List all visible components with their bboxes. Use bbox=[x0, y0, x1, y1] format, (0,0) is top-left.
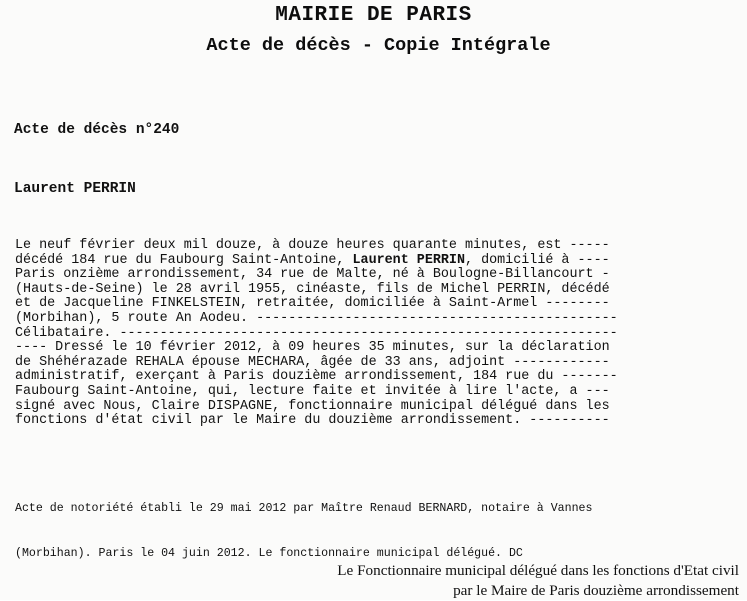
signature-line: par le Maire de Paris douzième arrondissement bbox=[453, 582, 739, 599]
act-body-text: ---- Dressé le 10 février 2012, à 09 heures 35 minutes, sur la déclaration bbox=[15, 340, 610, 356]
act-body-text: Le neuf février deux mil douze, à douze heures quarante minutes, est ----- bbox=[15, 238, 610, 253]
act-body-line bbox=[15, 385, 735, 400]
act-body-line bbox=[15, 400, 735, 415]
act-body-text: Faubourg Saint-Antoine, qui, lecture faite et invitée à lire l'acte, a --- bbox=[15, 383, 610, 399]
act-body-text: signé avec Nous, Claire DISPAGNE, fonctionnaire municipal délégué dans les bbox=[15, 398, 610, 414]
act-body-text: de Shéhérazade REHALA épouse MECHARA, âgée de 33 ans, adjoint ------------ bbox=[15, 354, 610, 370]
act-body-text: fonctions d'état civil par le Maire du douzième arrondissement. ---------- bbox=[15, 413, 610, 429]
act-body-text: Paris onzième arrondissement, 34 rue de Malte, né à Boulogne-Billancourt - bbox=[15, 267, 610, 283]
notoriety-line: Acte de notoriété établi le 29 mai 2012 par Maître Renaud BERNARD, notaire à Vannes bbox=[15, 502, 593, 515]
act-body-text: Célibataire. -------------------------------------------------------------- bbox=[15, 325, 618, 341]
deceased-name: Laurent PERRIN bbox=[14, 181, 136, 197]
act-number: Acte de décès n°240 bbox=[14, 122, 180, 138]
act-body-line bbox=[15, 356, 735, 371]
act-body-text: décédé 184 rue du Faubourg Saint-Antoine, bbox=[15, 252, 353, 268]
act-body-text: (Morbihan), 5 route An Aodeu. --------------------------------------------- bbox=[15, 310, 618, 326]
act-body-line bbox=[15, 254, 735, 269]
act-body-line bbox=[15, 268, 735, 283]
act-body-text: et de Jacqueline FINKELSTEIN, retraitée, domiciliée à Saint-Armel -------- bbox=[15, 296, 610, 312]
act-body-line bbox=[15, 283, 735, 298]
signature-line: Le Fonctionnaire municipal délégué dans les fonctions d'Etat civil bbox=[337, 562, 739, 579]
act-body-text: (Hauts-de-Seine) le 28 avril 1955, cinéaste, fils de Michel PERRIN, décédé bbox=[15, 281, 610, 297]
act-body-text: administratif, exerçant à Paris douzième arrondissement, 184 rue du ------- bbox=[15, 369, 618, 385]
page-title: MAIRIE DE PARIS bbox=[275, 4, 472, 27]
signature-block bbox=[337, 561, 739, 601]
act-body-line bbox=[15, 370, 735, 385]
act-body bbox=[15, 239, 735, 429]
notoriety-line: (Morbihan). Paris le 04 juin 2012. Le fonctionnaire municipal délégué. DC bbox=[15, 547, 523, 560]
act-body-name-emphasis: Laurent PERRIN bbox=[352, 252, 465, 268]
act-body-line bbox=[15, 239, 735, 254]
act-body-text: , domicilié à ---- bbox=[465, 252, 610, 268]
act-body-line bbox=[15, 297, 735, 312]
act-body-line bbox=[15, 414, 735, 429]
page-subtitle: Acte de décès - Copie Intégrale bbox=[206, 35, 551, 56]
act-body-line bbox=[15, 327, 735, 342]
act-body-line bbox=[15, 341, 735, 356]
act-body-line bbox=[15, 312, 735, 327]
